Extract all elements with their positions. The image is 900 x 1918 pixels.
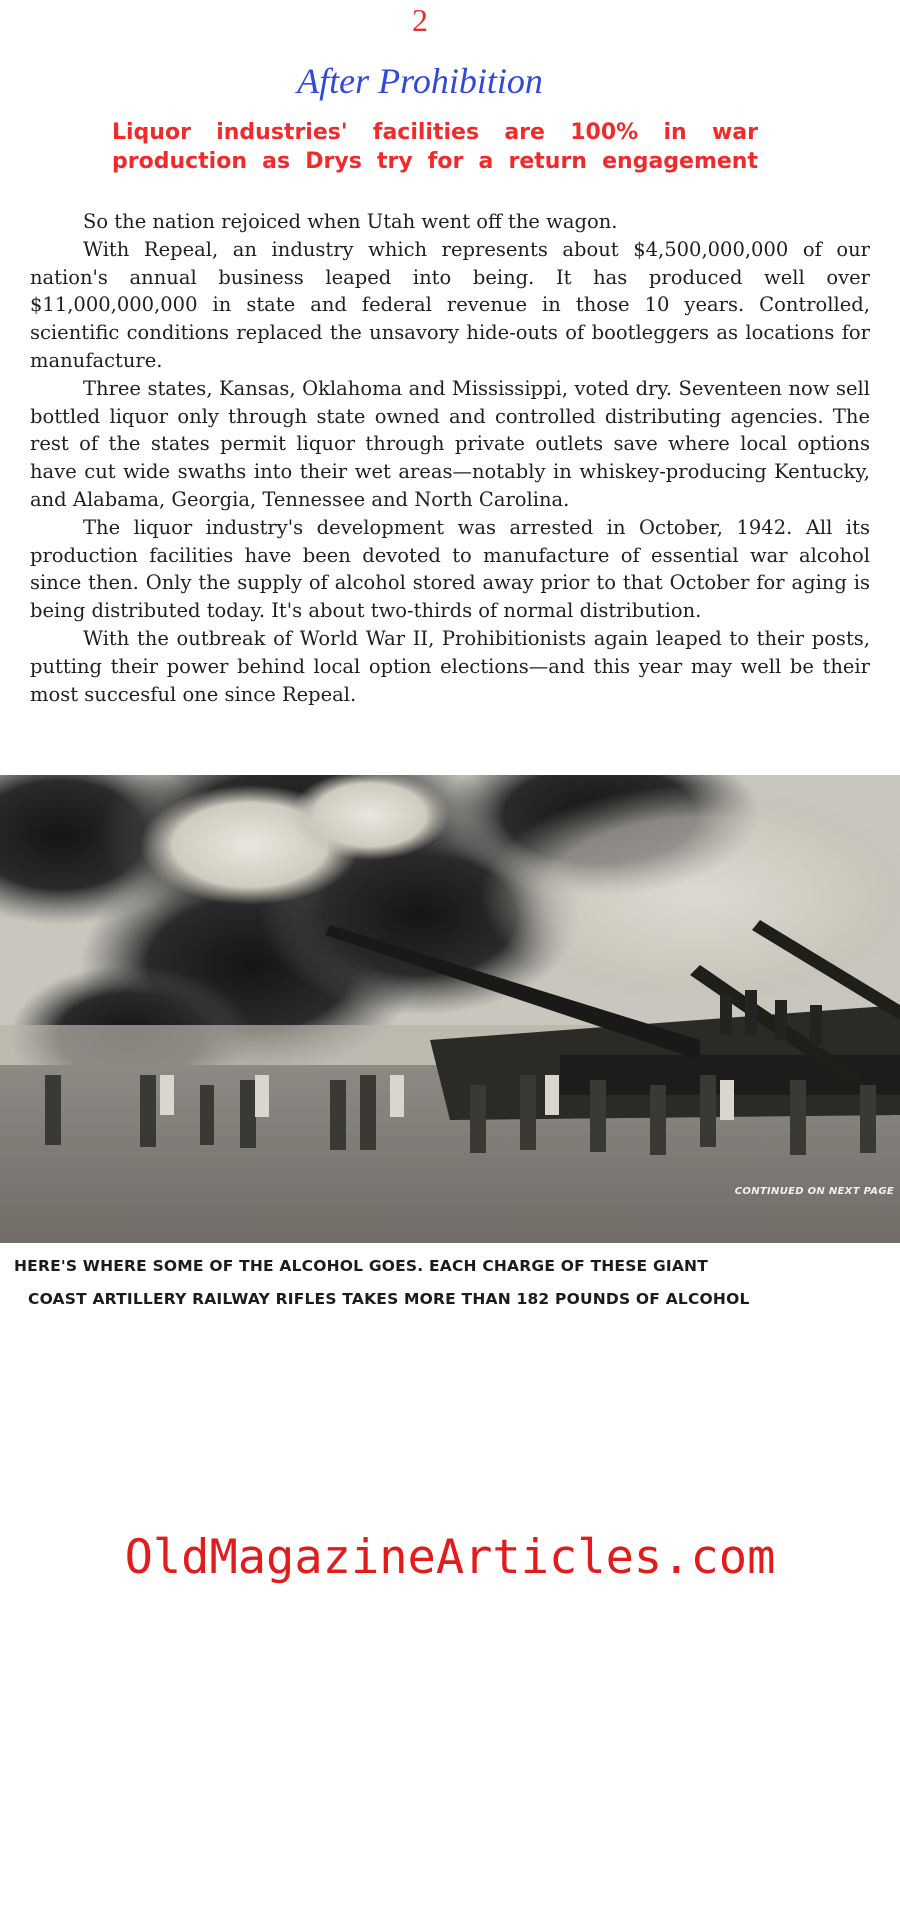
article-body [30, 208, 870, 708]
artillery-photo [0, 775, 900, 1243]
site-watermark: OldMagazineArticles.com [124, 1530, 776, 1585]
artillery-photo-illustration [0, 775, 900, 1243]
article-title: After Prohibition [297, 61, 543, 101]
paragraph: So the nation rejoiced when Utah went off the wagon. [83, 210, 618, 233]
caption-line-2: COAST ARTILLERY RAILWAY RIFLES TAKES MORE THAN 182 POUNDS OF ALCOHOL [28, 1290, 750, 1308]
paragraph: The liquor industry's development was arrested in October, 1942. All its production facilities have been devoted to manufacture of essential war alcohol since then. Only the supply of alcohol stored away prior to that October for aging is being distributed today. It's about two-thirds of normal distribution. [30, 515, 870, 623]
paragraph: Three states, Kansas, Oklahoma and Mississippi, voted dry. Seventeen now sell bottled liquor only through state owned and controlled distributing agencies. The rest of the states permit liquor through private outlets save where local options have cut wide swaths into their wet areas—notably in whiskey-producing Kentucky, and Alabama, Georgia, Tennessee and North Carolina. [30, 376, 870, 511]
caption-line-1: HERE'S WHERE SOME OF THE ALCOHOL GOES. EACH CHARGE OF THESE GIANT [14, 1257, 708, 1275]
paragraph: With the outbreak of World War II, Prohibitionists again leaped to their posts, putting their power behind local option elections—and this year may well be their most succesful one since Repeal. [30, 626, 870, 706]
page-number: 2 [412, 2, 428, 38]
article-subheading: Liquor industries' facilities are 100% in war production as Drys try for a return engagement [112, 120, 758, 174]
continued-on-next-page-label: CONTINUED ON NEXT PAGE [734, 1186, 894, 1197]
photo-caption [0, 1250, 900, 1316]
paragraph: With Repeal, an industry which represents about $4,500,000,000 of our nation's annual business leaped into being. It has produced well over $11,000,000,000 in state and federal revenue in those 10 years. Controlled, scientific conditions replaced the unsavory hide-outs of bootleggers as locations for manufacture. [30, 237, 870, 372]
